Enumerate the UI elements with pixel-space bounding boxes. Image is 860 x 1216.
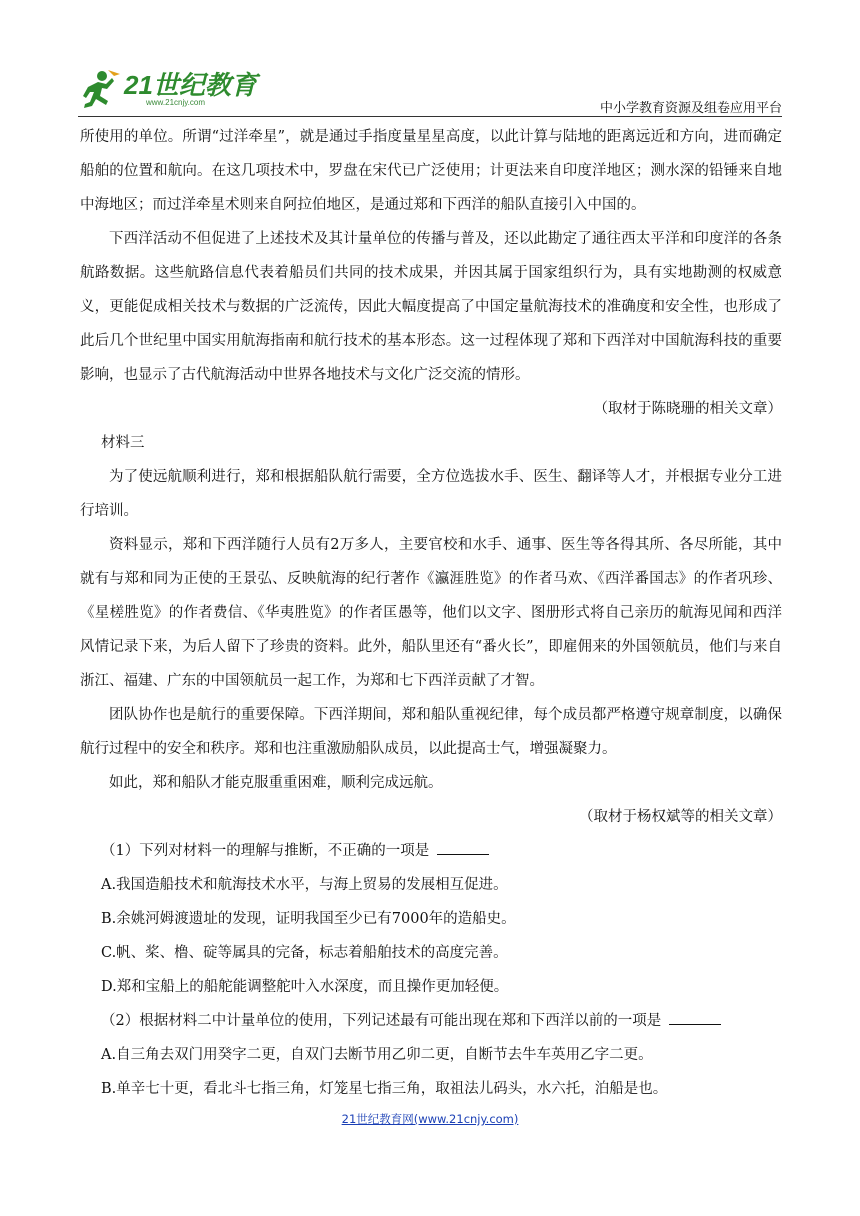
page-footer xyxy=(0,1111,860,1127)
document-body xyxy=(80,120,782,1106)
question-2 xyxy=(80,1004,782,1038)
paragraph: 团队协作也是航行的重要保障。下西洋期间，郑和船队重视纪律，每个成员都严格遵守规章制度，以确保航行过程中的安全和秩序。郑和也注重激励船队成员，以此提高士气，增强凝聚力。 xyxy=(80,707,782,757)
answer-blank xyxy=(437,840,489,855)
option: A.自三角去双门用癸字二更，自双门去断节用乙卯二更，自断节去牛车英用乙字二更。 xyxy=(101,1047,653,1063)
logo xyxy=(78,66,257,114)
paragraph: 如此，郑和船队才能克服重重困难，顺利完成远航。 xyxy=(109,775,443,791)
runner-logo-icon xyxy=(78,68,122,112)
section-label: 材料三 xyxy=(101,435,145,451)
page-header xyxy=(78,62,782,118)
option: B.单辛七十更，看北斗七指三角，灯笼星七指三角，取祖法儿码头，水六托，泊船是也。 xyxy=(101,1081,668,1097)
header-divider xyxy=(78,116,782,117)
question-text: （2）根据材料二中计量单位的使用，下列记述最有可能出现在郑和下西洋以前的一项是 xyxy=(101,1013,662,1029)
logo-url: www.21cnjy.com xyxy=(146,98,205,107)
answer-blank xyxy=(669,1010,721,1025)
paragraph: 下西洋活动不但促进了上述技术及其计量单位的传播与普及，还以此勘定了通往西太平洋和印度洋的各条航路数据。这些航路信息代表着船员们共同的技术成果，并因其属于国家组织行为，具有实地勘测的权威意义，更能促成相关技术与数据的广泛流传，因此大幅度提高了中国定量航海技术的准确度和安全性，也形成了此后几个世纪里中国实用航海指南和航行技术的基本形态。这一过程体现了郑和下西洋对中国航海科技的重要影响，也显示了古代航海活动中世界各地技术与文化广泛交流的情形。 xyxy=(80,231,782,383)
paragraph: 所使用的单位。所谓“过洋牵星”，就是通过手指度量星星高度，以此计算与陆地的距离远近和方向，进而确定船舶的位置和航向。在这几项技术中，罗盘在宋代已广泛使用；计更法来自印度洋地区；测水深的铅锤来自地中海地区；而过洋牵星术则来自阿拉伯地区，是通过郑和下西洋的船队直接引入中国的。 xyxy=(80,129,782,213)
source-note: （取材于杨权斌等的相关文章） xyxy=(579,809,782,825)
footer-link[interactable]: 21世纪教育网(www.21cnjy.com) xyxy=(341,1112,519,1126)
option: D.郑和宝船上的船舵能调整舵叶入水深度，而且操作更加轻便。 xyxy=(101,979,509,995)
logo-text: 21世纪教育 xyxy=(124,70,257,100)
source-note: （取材于陈晓珊的相关文章） xyxy=(593,401,782,417)
paragraph: 为了使远航顺利进行，郑和根据船队航行需要，全方位选拔水手、医生、翻译等人才，并根据专业分工进行培训。 xyxy=(80,469,782,519)
option: C.帆、桨、橹、碇等属具的完备，标志着船舶技术的高度完善。 xyxy=(101,945,508,961)
option: A.我国造船技术和航海技术水平，与海上贸易的发展相互促进。 xyxy=(101,877,508,893)
question-1 xyxy=(80,834,782,868)
question-text: （1）下列对材料一的理解与推断，不正确的一项是 xyxy=(101,843,430,859)
option: B.余姚河姆渡遗址的发现，证明我国至少已有7000年的造船史。 xyxy=(101,911,516,927)
paragraph: 资料显示，郑和下西洋随行人员有2万多人，主要官校和水手、通事、医生等各得其所、各尽所能，其中就有与郑和同为正使的王景弘、反映航海的纪行著作《瀛涯胜览》的作者马欢、《西洋番国志》的作者巩珍、《星槎胜览》的作者费信、《华夷胜览》的作者匡愚等，他们以文字、图册形式将自己亲历的航海见闻和西洋风情记录下来，为后人留下了珍贵的资料。此外，船队里还有“番火长”，即雇佣来的外国领航员，他们与来自浙江、福建、广东的中国领航员一起工作，为郑和七下西洋贡献了才智。 xyxy=(80,537,782,689)
platform-name: 中小学教育资源及组卷应用平台 xyxy=(599,101,782,116)
